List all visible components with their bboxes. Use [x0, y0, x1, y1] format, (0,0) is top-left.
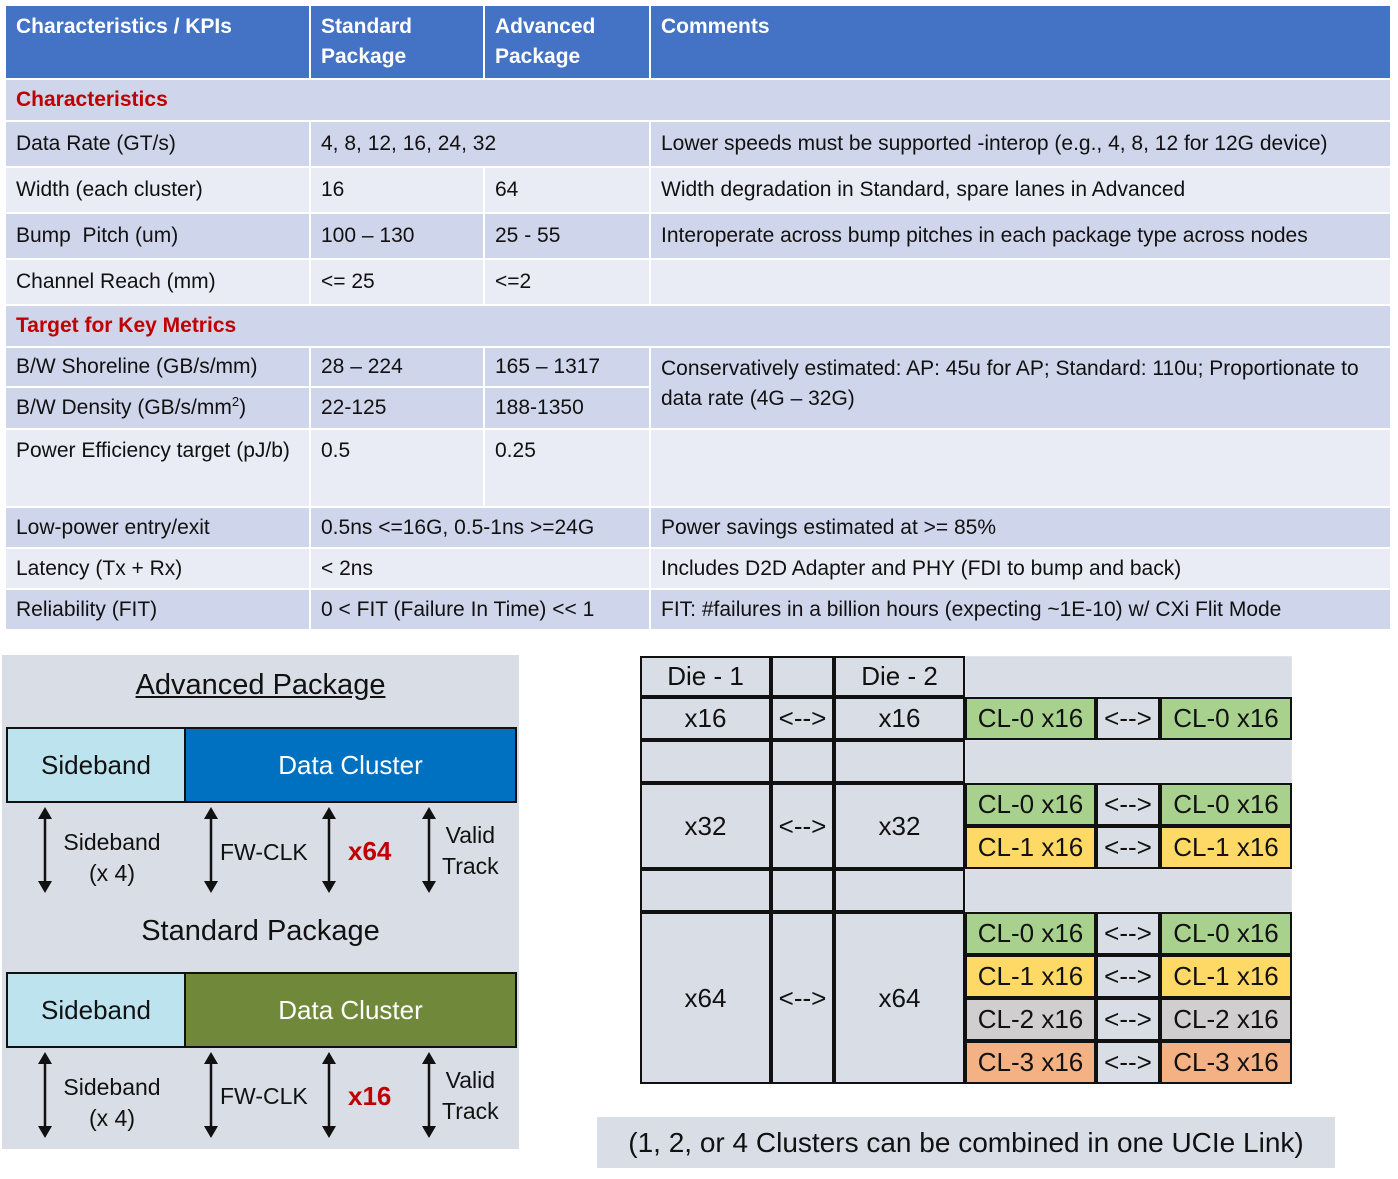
valid-text: Valid [445, 1067, 496, 1093]
row-label: B/W Shoreline (GB/s/mm) [5, 347, 310, 387]
advanced-package-title: Advanced Package [135, 669, 386, 701]
die-1-cluster: CL-3 x16 [965, 1041, 1096, 1084]
table-row [5, 347, 1391, 387]
advanced-sideband-box: Sideband [6, 727, 186, 803]
row-comment: Power savings estimated at >= 85% [650, 507, 1391, 548]
table-row [5, 121, 1391, 167]
row-standard: 22-125 [310, 387, 484, 429]
gap-cell [640, 869, 771, 912]
standard-data-cluster-box: Data Cluster [184, 972, 517, 1048]
die-2-width: x16 [834, 697, 965, 740]
kpi-table [4, 4, 1392, 631]
die-2-width: x32 [834, 783, 965, 869]
row-advanced: 165 – 1317 [484, 347, 650, 387]
row-label: Bump Pitch (um) [5, 213, 310, 259]
kpi-header-row [5, 5, 1391, 79]
valid-track-arrow-icon [422, 1052, 436, 1138]
row-comment: Conservatively estimated: AP: 45u for AP; Standard: 110u; Proportionate to data rate (4G – 32G) [650, 347, 1391, 429]
standard-sideband-label [54, 1072, 170, 1134]
standard-fwclk-label: FW-CLK [220, 1083, 308, 1109]
row-label: Channel Reach (mm) [5, 259, 310, 305]
table-row [5, 548, 1391, 589]
die-2-cluster: CL-0 x16 [1160, 912, 1292, 955]
die-1-cluster: CL-0 x16 [965, 697, 1096, 740]
gap-cell [640, 740, 771, 783]
sideband-text: Sideband [63, 1074, 161, 1100]
row-comment: Width degradation in Standard, spare lanes in Advanced [650, 167, 1391, 213]
row-comment [650, 259, 1391, 305]
advanced-fwclk-label: FW-CLK [220, 839, 308, 865]
cluster-link-arrow: <--> [1096, 912, 1160, 955]
header-kpi: Characteristics / KPIs [5, 5, 310, 79]
table-row [5, 507, 1391, 548]
cluster-link-arrow: <--> [1096, 697, 1160, 740]
density-superscript: 2 [231, 394, 240, 409]
row-label [5, 387, 310, 429]
table-row [5, 259, 1391, 305]
table-row [5, 589, 1391, 630]
cluster-link-arrow: <--> [1096, 826, 1160, 869]
track-text: Track [442, 853, 499, 879]
advanced-data-cluster-box: Data Cluster [184, 727, 517, 803]
cluster-link-arrow: <--> [1096, 783, 1160, 826]
sideband-text: Sideband [63, 829, 161, 855]
cluster-combination-table [640, 656, 1292, 1094]
data-arrow-icon [322, 807, 336, 893]
gap-cell [771, 740, 834, 783]
die-2-header: Die - 2 [834, 656, 965, 697]
row-label: Latency (Tx + Rx) [5, 548, 310, 589]
row-standard: 0.5ns <=16G, 0.5-1ns >=24G [310, 507, 650, 548]
valid-track-arrow-icon [422, 807, 436, 893]
row-label: Reliability (FIT) [5, 589, 310, 630]
section-row [5, 305, 1391, 347]
row-standard: 0 < FIT (Failure In Time) << 1 [310, 589, 650, 630]
row-standard: 16 [310, 167, 484, 213]
row-advanced: 0.25 [484, 429, 650, 507]
section-characteristics: Characteristics [5, 79, 1391, 121]
link-arrow: <--> [771, 783, 834, 869]
die-1-cluster: CL-2 x16 [965, 998, 1096, 1041]
die-1-width: x16 [640, 697, 771, 740]
cluster-link-arrow: <--> [1096, 1041, 1160, 1084]
die-2-cluster: CL-2 x16 [1160, 998, 1292, 1041]
die-1-width: x64 [640, 912, 771, 1084]
die-1-cluster: CL-1 x16 [965, 826, 1096, 869]
fwclk-arrow-icon [204, 1052, 218, 1138]
row-standard: 0.5 [310, 429, 484, 507]
track-text: Track [442, 1098, 499, 1124]
cluster-note: (1, 2, or 4 Clusters can be combined in one UCIe Link) [597, 1117, 1335, 1168]
sideband-arrow-icon [38, 807, 52, 893]
row-label: Low-power entry/exit [5, 507, 310, 548]
die-1-cluster: CL-0 x16 [965, 783, 1096, 826]
row-label: Width (each cluster) [5, 167, 310, 213]
section-targets: Target for Key Metrics [5, 305, 1391, 347]
standard-width-label: x16 [348, 1081, 392, 1111]
row-comment: Includes D2D Adapter and PHY (FDI to bump and back) [650, 548, 1391, 589]
link-arrow: <--> [771, 697, 834, 740]
row-comment: Lower speeds must be supported -interop (e.g., 4, 8, 12 for 12G device) [650, 121, 1391, 167]
density-label-end: ) [239, 396, 247, 419]
header-spacer [965, 656, 1292, 697]
row-standard: 4, 8, 12, 16, 24, 32 [310, 121, 650, 167]
data-arrow-icon [322, 1052, 336, 1138]
die-1-cluster: CL-1 x16 [965, 955, 1096, 998]
cluster-link-arrow: <--> [1096, 998, 1160, 1041]
row-label: Data Rate (GT/s) [5, 121, 310, 167]
row-standard: 28 – 224 [310, 347, 484, 387]
gap-cell [834, 740, 965, 783]
advanced-width-label: x64 [348, 836, 392, 866]
row-standard: 100 – 130 [310, 213, 484, 259]
row-advanced: 64 [484, 167, 650, 213]
table-row [5, 167, 1391, 213]
die-2-cluster: CL-1 x16 [1160, 955, 1292, 998]
die-1-cluster: CL-0 x16 [965, 912, 1096, 955]
link-arrow: <--> [771, 912, 834, 1084]
section-row [5, 79, 1391, 121]
row-comment [650, 429, 1391, 507]
cluster-link-arrow: <--> [1096, 955, 1160, 998]
gap-cell [834, 869, 965, 912]
row-advanced: 25 - 55 [484, 213, 650, 259]
fwclk-arrow-icon [204, 807, 218, 893]
standard-sideband-box: Sideband [6, 972, 186, 1048]
die-1-width: x32 [640, 783, 771, 869]
package-diagram [2, 655, 519, 1149]
sideband-count: (x 4) [89, 860, 135, 886]
advanced-sideband-label [54, 827, 170, 889]
sideband-arrow-icon [38, 1052, 52, 1138]
row-advanced: 188-1350 [484, 387, 650, 429]
table-row [5, 429, 1391, 507]
gap-cell [965, 740, 1292, 783]
gap-cell [965, 869, 1292, 912]
die-1-header: Die - 1 [640, 656, 771, 697]
row-label: Power Efficiency target (pJ/b) [5, 429, 310, 507]
table-row [5, 213, 1391, 259]
row-advanced: <=2 [484, 259, 650, 305]
advanced-valid-track-label [442, 820, 499, 882]
row-comment: FIT: #failures in a billion hours (expecting ~1E-10) w/ CXi Flit Mode [650, 589, 1391, 630]
gap-cell [771, 869, 834, 912]
die-2-cluster: CL-3 x16 [1160, 1041, 1292, 1084]
header-standard: Standard Package [310, 5, 484, 79]
standard-package-title: Standard Package [141, 915, 380, 947]
die-2-cluster: CL-1 x16 [1160, 826, 1292, 869]
density-label: B/W Density (GB/s/mm [16, 396, 232, 419]
row-standard: <= 25 [310, 259, 484, 305]
die-2-cluster: CL-0 x16 [1160, 783, 1292, 826]
header-advanced: Advanced Package [484, 5, 650, 79]
sideband-count: (x 4) [89, 1105, 135, 1131]
header-spacer [771, 656, 834, 697]
row-comment: Interoperate across bump pitches in each package type across nodes [650, 213, 1391, 259]
row-standard: < 2ns [310, 548, 650, 589]
die-2-width: x64 [834, 912, 965, 1084]
valid-text: Valid [445, 822, 496, 848]
standard-valid-track-label [442, 1065, 499, 1127]
header-comments: Comments [650, 5, 1391, 79]
die-2-cluster: CL-0 x16 [1160, 697, 1292, 740]
